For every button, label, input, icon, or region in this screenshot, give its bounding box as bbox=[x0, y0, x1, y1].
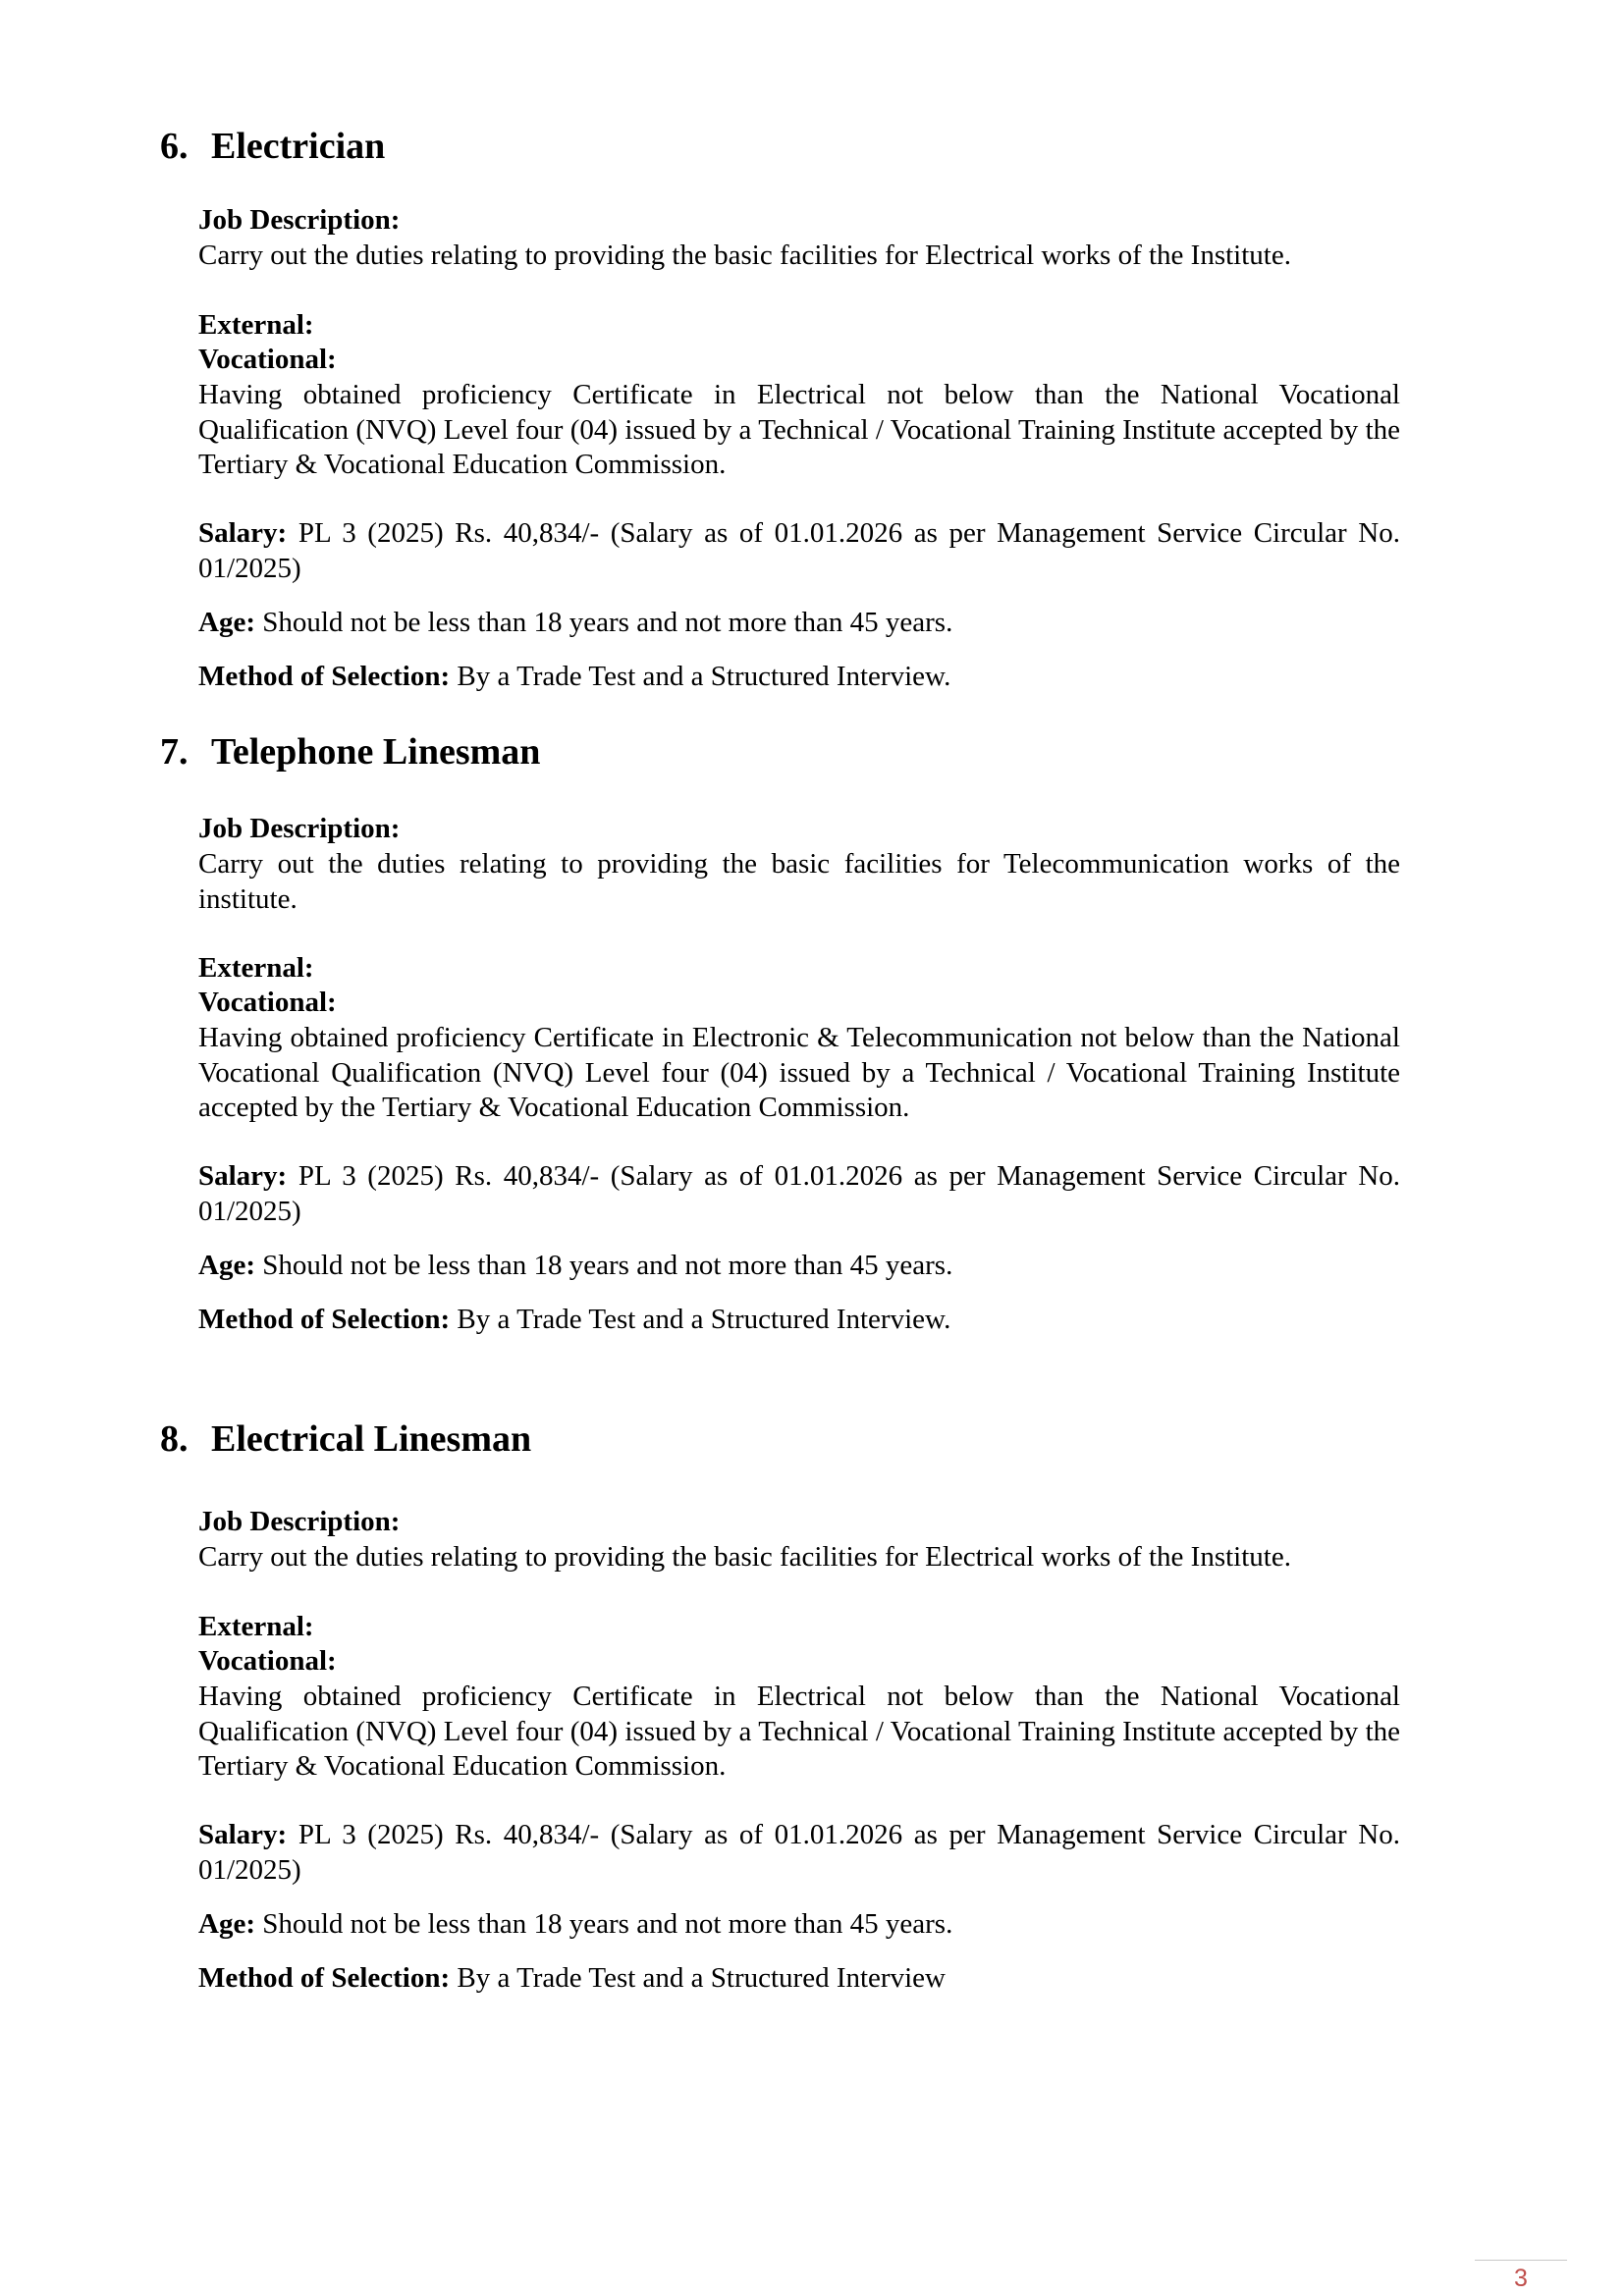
salary-line bbox=[198, 516, 1400, 586]
age-text: Should not be less than 18 years and not more than 45 years. bbox=[262, 607, 953, 638]
selection-text: By a Trade Test and a Structured Interview. bbox=[457, 661, 951, 692]
vocational-text: Having obtained proficiency Certificate in Electrical not below than the National Vocational Qualification (NVQ) Level four (04) issued by a Technical / Vocational Training Institute accepted by the Tertiary & Vocational Education Commission. bbox=[198, 1681, 1400, 1782]
job-description-text: Carry out the duties relating to providing the basic facilities for Telecommunication works of the institute. bbox=[198, 848, 1400, 915]
age-label: Age: bbox=[198, 1908, 255, 1940]
salary-label: Salary: bbox=[198, 1160, 288, 1192]
section-number: 8. bbox=[160, 1418, 189, 1460]
job-description-label: Job Description: bbox=[198, 813, 401, 844]
footer-divider bbox=[1475, 2260, 1567, 2261]
vocational-text: Having obtained proficiency Certificate in Electrical not below than the National Vocational Qualification (NVQ) Level four (04) issued by a Technical / Vocational Training Institute accepted by the Tertiary & Vocational Education Commission. bbox=[198, 379, 1400, 480]
selection-text: By a Trade Test and a Structured Interview bbox=[457, 1962, 946, 1994]
selection-line bbox=[198, 1961, 1400, 1997]
job-description-label: Job Description: bbox=[198, 1506, 401, 1537]
section-heading-telephone-linesman bbox=[160, 730, 540, 774]
selection-text: By a Trade Test and a Structured Interview. bbox=[457, 1304, 951, 1335]
age-label: Age: bbox=[198, 607, 255, 638]
salary-text: PL 3 (2025) Rs. 40,834/- (Salary as of 01.01.2026 as per Management Service Circular No. 01/2025) bbox=[198, 1819, 1401, 1886]
age-text: Should not be less than 18 years and not more than 45 years. bbox=[262, 1908, 953, 1940]
vocational-label: Vocational: bbox=[198, 344, 337, 375]
external-label: External: bbox=[198, 1611, 314, 1642]
salary-text: PL 3 (2025) Rs. 40,834/- (Salary as of 01.01.2026 as per Management Service Circular No. 01/2025) bbox=[198, 1160, 1401, 1227]
selection-line bbox=[198, 1303, 1400, 1338]
selection-label: Method of Selection: bbox=[198, 1962, 451, 1994]
external-label: External: bbox=[198, 309, 314, 341]
salary-label: Salary: bbox=[198, 517, 288, 549]
age-label: Age: bbox=[198, 1250, 255, 1281]
selection-label: Method of Selection: bbox=[198, 661, 451, 692]
age-line bbox=[198, 1249, 1400, 1284]
section-heading-electrician bbox=[160, 125, 385, 168]
selection-label: Method of Selection: bbox=[198, 1304, 451, 1335]
job-description-label: Job Description: bbox=[198, 204, 401, 236]
job-description-text: Carry out the duties relating to providing the basic facilities for Electrical works of the Institute. bbox=[198, 240, 1291, 271]
age-text: Should not be less than 18 years and not more than 45 years. bbox=[262, 1250, 953, 1281]
section-number: 6. bbox=[160, 126, 189, 167]
vocational-text: Having obtained proficiency Certificate in Electronic & Telecommunication not below than the National Vocational Qualification (NVQ) Level four (04) issued by a Technical / Vocational Training Institute accepted by the Tertiary & Vocational Education Commission. bbox=[198, 1022, 1400, 1123]
age-line bbox=[198, 606, 1400, 641]
salary-label: Salary: bbox=[198, 1819, 288, 1850]
job-description-text: Carry out the duties relating to providing the basic facilities for Electrical works of the Institute. bbox=[198, 1541, 1291, 1573]
salary-line bbox=[198, 1818, 1400, 1888]
selection-line bbox=[198, 660, 1400, 695]
section-heading-electrical-linesman bbox=[160, 1417, 531, 1461]
page-number: 3 bbox=[1514, 2265, 1528, 2292]
section-title: Electrician bbox=[211, 126, 386, 167]
external-label: External: bbox=[198, 952, 314, 984]
vocational-label: Vocational: bbox=[198, 1645, 337, 1677]
salary-line bbox=[198, 1159, 1400, 1229]
vocational-label: Vocational: bbox=[198, 987, 337, 1018]
age-line bbox=[198, 1907, 1400, 1943]
salary-text: PL 3 (2025) Rs. 40,834/- (Salary as of 01.01.2026 as per Management Service Circular No. 01/2025) bbox=[198, 517, 1401, 584]
section-title: Electrical Linesman bbox=[211, 1418, 532, 1460]
section-title: Telephone Linesman bbox=[211, 731, 541, 773]
section-number: 7. bbox=[160, 731, 189, 773]
